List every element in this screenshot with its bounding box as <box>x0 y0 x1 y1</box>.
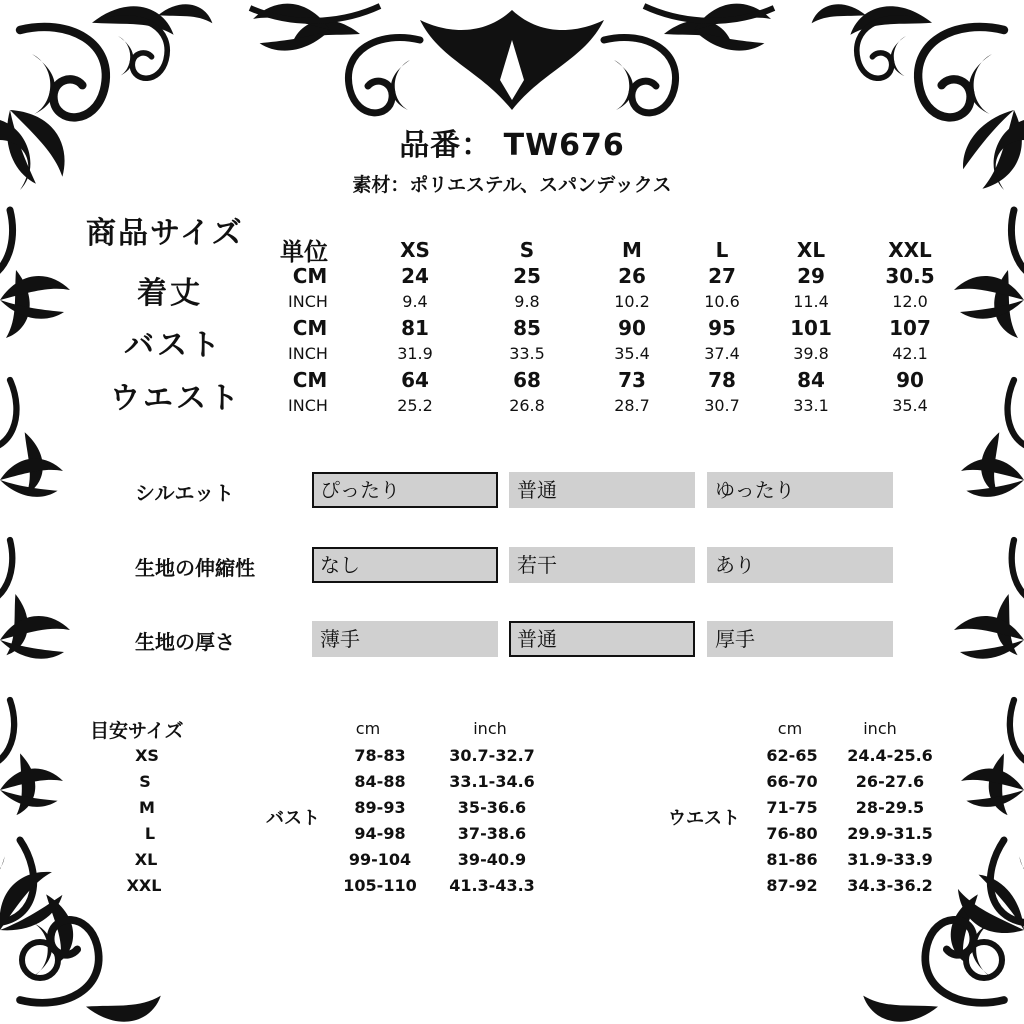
cm-value: 29 <box>797 264 825 288</box>
row-label-bust: バスト <box>124 328 223 363</box>
corner-top-right <box>812 4 1024 197</box>
unit-header: 単位 <box>280 238 328 266</box>
cm-value: 107 <box>889 316 931 340</box>
cm-value: 24 <box>401 264 429 288</box>
attribute-label: シルエット <box>135 481 235 505</box>
attribute-option-selected: なし <box>312 547 498 583</box>
bust-cm-range: 89-93 <box>354 798 406 817</box>
waist-cm-range: 87-92 <box>766 876 818 895</box>
waist-cm-range: 71-75 <box>766 798 818 817</box>
cm-value: 68 <box>513 368 541 392</box>
bust-cm-range: 78-83 <box>354 746 406 765</box>
cm-value: 90 <box>618 316 646 340</box>
cm-value: 95 <box>708 316 736 340</box>
inch-unit-label: INCH <box>288 396 328 415</box>
corner-top-left <box>0 4 212 194</box>
top-crest <box>250 4 774 113</box>
inch-value: 33.1 <box>793 396 829 415</box>
inch-value: 35.4 <box>614 344 650 363</box>
reference-size-label: XXL <box>126 876 162 895</box>
material-text: 素材：ポリエステル、スパンデックス <box>352 174 672 196</box>
waist-inch-header: inch <box>863 719 897 738</box>
inch-value: 31.9 <box>397 344 433 363</box>
waist-inch-range: 34.3-36.2 <box>847 876 933 895</box>
bust-inch-range: 37-38.6 <box>457 824 527 843</box>
attribute-option-selected: 普通 <box>509 621 695 657</box>
bust-inch-range: 35-36.6 <box>457 798 527 817</box>
left-border <box>0 210 82 985</box>
waist-inch-range: 24.4-25.6 <box>847 746 933 765</box>
cm-value: 85 <box>513 316 541 340</box>
bust-cm-range: 99-104 <box>348 850 412 869</box>
reference-title: 目安サイズ <box>90 720 184 742</box>
cm-value: 64 <box>401 368 429 392</box>
inch-value: 9.4 <box>402 292 428 311</box>
bust-cm-range: 84-88 <box>354 772 406 791</box>
waist-inch-range: 28-29.5 <box>855 798 925 817</box>
cm-value: 73 <box>618 368 646 392</box>
inch-unit-label: INCH <box>288 344 328 363</box>
inch-value: 28.7 <box>614 396 650 415</box>
size-header: XS <box>400 238 430 262</box>
inch-value: 26.8 <box>509 396 545 415</box>
bust-cm-header: cm <box>355 719 381 738</box>
item-number: 品番： TW676 <box>399 128 625 163</box>
attribute-option: ゆったり <box>707 472 893 508</box>
attribute-option: 普通 <box>509 472 695 508</box>
inch-value: 30.7 <box>704 396 740 415</box>
attribute-label: 生地の伸縮性 <box>135 556 255 580</box>
cm-value: 27 <box>708 264 736 288</box>
inch-value: 10.2 <box>614 292 650 311</box>
inch-value: 39.8 <box>793 344 829 363</box>
bust-inch-range: 33.1-34.6 <box>449 772 535 791</box>
reference-size-label: XL <box>134 850 158 869</box>
inch-value: 11.4 <box>793 292 829 311</box>
inch-value: 35.4 <box>892 396 928 415</box>
reference-size-label: XS <box>135 746 159 765</box>
inch-value: 37.4 <box>704 344 740 363</box>
attribute-option: 薄手 <box>312 621 498 657</box>
waist-inch-range: 26-27.6 <box>855 772 925 791</box>
cm-value: 90 <box>896 368 924 392</box>
attribute-option: 若干 <box>509 547 695 583</box>
size-header: M <box>622 238 642 262</box>
reference-size-label: M <box>139 798 155 817</box>
waist-cm-range: 76-80 <box>766 824 818 843</box>
size-chart-title: 商品サイズ <box>86 216 244 251</box>
inch-value: 12.0 <box>892 292 928 311</box>
inch-value: 10.6 <box>704 292 740 311</box>
waist-cm-range: 66-70 <box>766 772 818 791</box>
attribute-option: 厚手 <box>707 621 893 657</box>
waist-inch-range: 31.9-33.9 <box>847 850 933 869</box>
cm-unit-label: CM <box>292 316 328 340</box>
cm-unit-label: CM <box>292 368 328 392</box>
row-label-waist: ウエスト <box>110 381 242 416</box>
bust-inch-header: inch <box>473 719 507 738</box>
bust-inch-range: 30.7-32.7 <box>449 746 535 765</box>
size-header: XXL <box>888 238 932 262</box>
waist-cm-header: cm <box>777 719 803 738</box>
size-header: S <box>519 238 535 262</box>
cm-value: 26 <box>618 264 646 288</box>
size-header: L <box>715 238 729 262</box>
bust-inch-range: 39-40.9 <box>457 850 527 869</box>
bust-inch-range: 41.3-43.3 <box>449 876 535 895</box>
attribute-label: 生地の厚さ <box>135 630 235 654</box>
cm-unit-label: CM <box>292 264 328 288</box>
bust-cm-range: 94-98 <box>354 824 406 843</box>
cm-value: 84 <box>797 368 825 392</box>
waist-inch-range: 29.9-31.5 <box>847 824 933 843</box>
waist-label: ウエスト <box>668 808 740 829</box>
inch-value: 25.2 <box>397 396 433 415</box>
reference-size-label: S <box>139 772 151 791</box>
waist-cm-range: 81-86 <box>766 850 818 869</box>
inch-value: 9.8 <box>514 292 540 311</box>
reference-size-label: L <box>144 824 156 843</box>
cm-value: 101 <box>790 316 832 340</box>
inch-value: 42.1 <box>892 344 928 363</box>
inch-unit-label: INCH <box>288 292 328 311</box>
attribute-option-selected: ぴったり <box>312 472 498 508</box>
cm-value: 30.5 <box>885 264 935 288</box>
waist-cm-range: 62-65 <box>766 746 818 765</box>
row-label-length: 着丈 <box>137 276 203 311</box>
cm-value: 78 <box>708 368 736 392</box>
cm-value: 25 <box>513 264 541 288</box>
bust-cm-range: 105-110 <box>343 876 417 895</box>
attribute-option: あり <box>707 547 893 583</box>
cm-value: 81 <box>401 316 429 340</box>
size-header: XL <box>796 238 826 262</box>
inch-value: 33.5 <box>509 344 545 363</box>
bust-label: バスト <box>266 808 320 829</box>
